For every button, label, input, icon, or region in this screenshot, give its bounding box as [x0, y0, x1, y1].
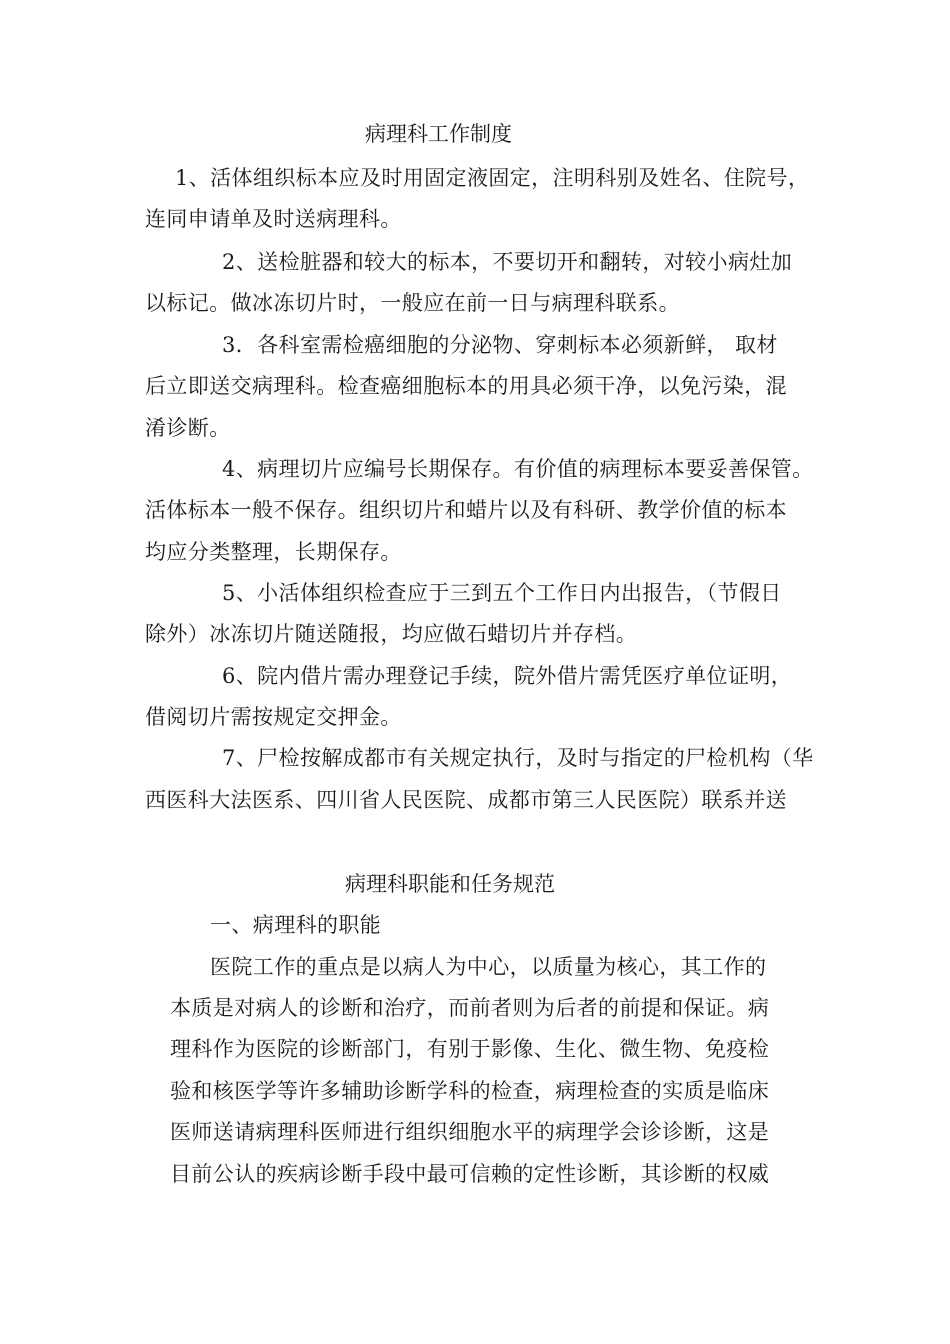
item4-line2: 活体标本一般不保存。组织切片和蜡片以及有科研、教学价值的标本 — [145, 498, 787, 522]
item7-line1: 7、尸检按解成都市有关规定执行，及时与指定的尸检机构（华 — [222, 746, 814, 770]
paragraph-line4: 验和核医学等许多辅助诊断学科的检查，病理检查的实质是临床 — [170, 1079, 770, 1103]
section2-subheading: 一、病理科的职能 — [210, 913, 382, 937]
item5-line1: 5、小活体组织检查应于三到五个工作日内出报告，（节假日 — [222, 581, 782, 605]
paragraph-line1: 医院工作的重点是以病人为中心，以质量为核心，其工作的 — [210, 955, 767, 979]
item3-line2: 后立即送交病理科。检查癌细胞标本的用具必须干净，以免污染，混 — [145, 374, 787, 398]
paragraph-line6: 目前公认的疾病诊断手段中最可信赖的定性诊断，其诊断的权威 — [170, 1162, 770, 1186]
item4-line3: 均应分类整理，长期保存。 — [145, 540, 402, 564]
paragraph-line3: 理科作为医院的诊断部门，有别于影像、生化、微生物、免疫检 — [170, 1037, 770, 1061]
paragraph-line5: 医师送请病理科医师进行组织细胞水平的病理学会诊诊断，这是 — [170, 1120, 770, 1144]
item7-line2: 西医科大法医系、四川省人民医院、成都市第三人民医院）联系并送 — [145, 788, 787, 812]
item6-line2: 借阅切片需按规定交押金。 — [145, 705, 402, 729]
item6-line1: 6、院内借片需办理登记手续，院外借片需凭医疗单位证明， — [222, 664, 793, 688]
item2-line1: 2、送检脏器和较大的标本，不要切开和翻转，对较小病灶加 — [222, 250, 793, 274]
item3-line3: 淆诊断。 — [145, 416, 231, 440]
item3-line1: 3．各科室需检癌细胞的分泌物、穿刺标本必须新鲜， 取材 — [222, 333, 778, 357]
section1-title: 病理科工作制度 — [365, 122, 512, 146]
item5-line2: 除外）冰冻切片随送随报，均应做石蜡切片并存档。 — [145, 622, 638, 646]
item4-line1: 4、病理切片应编号长期保存。有价值的病理标本要妥善保管。 — [222, 457, 814, 481]
item1-line2: 连同申请单及时送病理科。 — [145, 207, 402, 231]
item2-line2: 以标记。做冰冻切片时，一般应在前一日与病理科联系。 — [145, 291, 680, 315]
paragraph-line2: 本质是对病人的诊断和治疗，而前者则为后者的前提和保证。病 — [170, 996, 770, 1020]
section2-title: 病理科职能和任务规范 — [345, 872, 555, 896]
item1-line1: 1、活体组织标本应及时用固定液固定，注明科别及姓名、住院号， — [175, 166, 810, 190]
